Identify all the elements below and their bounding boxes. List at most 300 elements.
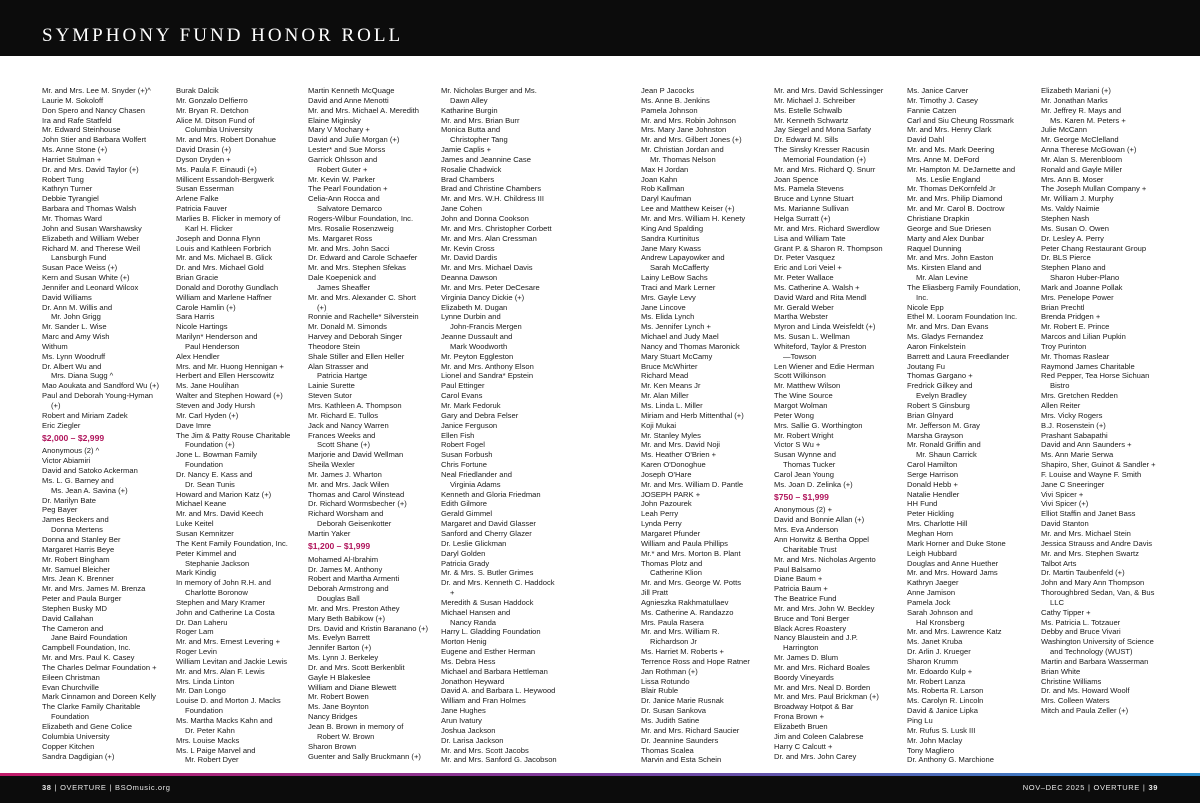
donor-name: Elaine Miginsky	[308, 115, 361, 125]
donor-name: Ms. Susan O. Owen	[1041, 223, 1109, 233]
donor-name: Anna Therese McGowan (+)	[1041, 145, 1137, 155]
donor-name: David and Ann Saunders +	[1041, 440, 1132, 450]
donor-name: Sandra Kurtinitus	[641, 233, 700, 243]
donor-name-continuation: Richardson Jr	[650, 637, 697, 647]
donor-name: Brad Chambers	[441, 174, 495, 184]
donor-name: Martha Webster	[774, 312, 828, 322]
donor-name: Harvey and Deborah Singer	[308, 332, 403, 342]
donor-name: Nancy Bridges	[308, 712, 358, 722]
donor-name: The Kent Family Foundation, Inc.	[176, 538, 288, 548]
donor-name: Ms. Lynn Woodruff	[42, 351, 106, 361]
donor-name: Nancy Blaustein and J.P.	[774, 633, 858, 643]
donor-name: Washington University of Science	[1041, 637, 1154, 647]
donor-name: Eugene and Esther Herman	[441, 647, 536, 657]
donor-name: Joshua Jackson	[441, 725, 496, 735]
donor-name: Dr. Larisa Jackson	[441, 735, 504, 745]
donor-name: Luke Keitel	[176, 519, 214, 529]
donor-name: Mrs. Colleen Waters	[1041, 696, 1110, 706]
donor-name: Nicole Hartings	[176, 322, 228, 332]
donor-name: Mr. David Dardis	[441, 253, 498, 263]
donor-name: Julie McCann	[1041, 125, 1088, 135]
donor-name: Ms. Harriet M. Roberts +	[641, 647, 724, 657]
donor-name: Jan Rothman (+)	[641, 666, 698, 676]
donor-name-continuation: Mrs. Diana Sugg ^	[51, 371, 114, 381]
donor-name: Ms. Margaret Ross	[308, 233, 373, 243]
donor-name-continuation: Bistro	[1050, 381, 1070, 391]
donor-name: Robert Tung	[42, 174, 84, 184]
donor-name-continuation: Ms. Leslie England	[916, 174, 981, 184]
donor-name: Dr. and Mrs. Kenneth C. Haddock	[441, 578, 555, 588]
donor-name: Richard Mead	[641, 371, 689, 381]
donor-name: HH Fund	[907, 499, 938, 509]
donor-name: Mr. Kenneth Schwartz	[774, 115, 849, 125]
donor-name: David Callahan	[42, 613, 94, 623]
donor-name: Dr. Janice Marie Rusnak	[641, 696, 724, 706]
donor-name: Mr. and Ms. Mark Deering	[907, 145, 995, 155]
donor-name: Mrs. Eva Anderson	[774, 525, 839, 535]
donor-name: Carol Jean Young	[774, 469, 834, 479]
donor-name: William and Diane Blewett	[308, 682, 397, 692]
donor-name: Mr. and Mrs. Gilbert Jones (+)	[641, 135, 742, 145]
donor-name: Richard Worsham and	[308, 509, 384, 519]
donor-name: Susan Esserman	[176, 184, 234, 194]
donor-name: Ann Horwitz & Bertha Oppel	[774, 534, 869, 544]
donor-name: Ms. L. G. Barney and	[42, 475, 114, 485]
donor-name: Kenneth and Gloria Friedman	[441, 489, 541, 499]
donor-name: Marlies B. Flicker in memory of	[176, 213, 281, 223]
donor-name: Ms. Paula F. Einaudi (+)	[176, 164, 257, 174]
donor-name: Dr. Leslie Glickman	[441, 538, 507, 548]
donor-name: Ronnie and Rachelle* Silverstein	[308, 312, 419, 322]
donor-name: David and Satoko Ackerman	[42, 466, 138, 476]
donor-name: B.J. Rosenstein (+)	[1041, 420, 1106, 430]
donor-name: Ethel M. Looram Foundation Inc.	[907, 312, 1018, 322]
donor-name: Mr. and Mrs. Michael Stein	[1041, 528, 1131, 538]
donor-name: Michael and Barbara Hettleman	[441, 666, 548, 676]
donor-name: Helga Surratt (+)	[774, 213, 831, 223]
footer-left: 38 | OVERTURE | BSOmusic.org	[42, 783, 171, 792]
donor-name: The Sinsky Kresser Racusin	[774, 145, 870, 155]
donor-name: Mr. Michael J. Schreiber	[774, 95, 856, 105]
donor-name: Brian Gracie	[176, 273, 219, 283]
donor-name: William and Marlene Haffner	[176, 292, 272, 302]
donor-name: Marsha Grayson	[907, 430, 964, 440]
donor-name: Mr. Jefferson M. Gray	[907, 420, 980, 430]
donor-name: Leigh Hubbard	[907, 548, 957, 558]
donor-name: Mr. and Mrs. George W. Potts	[641, 578, 742, 588]
donor-name-continuation: Inc.	[916, 292, 929, 302]
donor-name: Lee and Matthew Keiser (+)	[641, 204, 735, 214]
donor-name: Whiteford, Taylor & Preston	[774, 341, 867, 351]
footer-accent-stripe	[0, 773, 1200, 776]
donor-name-continuation: Foundation	[185, 460, 223, 470]
donor-name-continuation: Robert Guter +	[317, 164, 368, 174]
donor-name: Ms. Jane Houlihan	[176, 381, 239, 391]
donor-name: Withum	[42, 341, 68, 351]
donor-name: Margot Wolman	[774, 401, 828, 410]
donor-name: Mr. George McClelland	[1041, 135, 1119, 145]
donor-name: Brenda Pridgen +	[1041, 312, 1101, 322]
donor-name: Mr. Christian Jordan and	[641, 145, 724, 155]
donor-name: Stephen Busky MD	[42, 603, 107, 613]
donor-name: Lissa Rotundo	[641, 676, 690, 686]
donor-name: David Stanton	[1041, 519, 1089, 529]
donor-name: Ms. Marianne Sullivan	[774, 204, 849, 214]
donor-name: Ms. Heather O'Brien +	[641, 450, 717, 460]
donor-name: Ms. Martha Macks Kahn and	[176, 716, 273, 725]
donor-name: King And Spalding	[641, 223, 704, 233]
donor-name: Mr. Alan S. Merenbloom	[1041, 154, 1123, 164]
donor-name: Raymond James Charitable	[1041, 361, 1135, 371]
donor-name: Dr. and Mrs. David Taylor (+)	[42, 164, 139, 174]
donor-name: Dr. and Mrs. John Carey	[774, 751, 857, 761]
donor-name: Copper Kitchen	[42, 741, 95, 751]
donor-name: Jone L. Bowman Family	[176, 450, 258, 460]
donor-name: Barbara and Thomas Walsh	[42, 204, 137, 214]
donor-name: Mrs. Gayle Levy	[641, 292, 696, 302]
donor-name: Troy Purinton	[1041, 341, 1087, 351]
donor-name: Dr. Edward M. Sills	[774, 135, 839, 145]
donor-name: Jim and Coleen Calabrese	[774, 731, 864, 741]
donor-name: Serge Harrison	[907, 469, 959, 479]
donor-name: Ms. Carolyn R. Lincoln	[907, 696, 984, 706]
donor-name: Pamela Jock	[907, 597, 951, 607]
giving-level-heading: $750 – $1,999	[774, 492, 829, 502]
donor-name: Mr. James J. Wharton	[308, 469, 382, 479]
donor-name: Mrs. Sallie G. Worthington	[774, 420, 863, 430]
donor-name: The Clarke Family Charitable	[42, 702, 141, 712]
donor-name: Douglas and Anne Huether	[907, 558, 999, 568]
donor-name: Mr. Peyton Eggleston	[441, 351, 514, 361]
donor-name: Mrs. Kathleen A. Thompson	[308, 401, 402, 410]
donor-name: Jeanne Dussault and	[441, 332, 513, 342]
donor-name: Mr. and Mrs. William D. Pantle	[641, 479, 744, 489]
donor-name: Alex Hendler	[176, 351, 220, 361]
donor-name: Margaret Pfunder	[641, 528, 701, 538]
donor-name: Mark Horner and Duke Stone	[907, 538, 1006, 548]
donor-name: Meredith & Susan Haddock	[441, 597, 534, 607]
giving-level-heading: $1,200 – $1,999	[308, 541, 371, 551]
donor-name: Debby and Bruce Vivari	[1041, 627, 1121, 637]
donor-name: George and Sue Driesen	[907, 223, 992, 233]
donor-name: Mr. Ken Means Jr	[641, 381, 701, 391]
donor-name: Robert S Ginsburg	[907, 401, 970, 410]
donor-name: Mr. and Mrs. Dan Evans	[907, 322, 989, 332]
donor-name: Raquel Dunning	[907, 243, 962, 253]
donor-name: Mr. Bryan R. Detchon	[176, 105, 249, 115]
donor-name: Joan Spence	[774, 174, 819, 184]
donor-column-1	[42, 86, 170, 761]
donor-name: Arun Ivatury	[441, 716, 482, 725]
donor-name: Meghan Horn	[907, 528, 954, 538]
donor-name: Mrs. Anne M. DeFord	[907, 154, 980, 164]
donor-name: Mr. Edward Steinhouse	[42, 125, 121, 135]
donor-name: Allen Reiter	[1041, 401, 1081, 410]
donor-name: Robert and Martha Armenti	[308, 574, 400, 584]
donor-name: Dr. BLS Pierce	[1041, 253, 1091, 263]
donor-name: Thomas Scalea	[641, 745, 694, 755]
donor-name: Sharon Krumm	[907, 656, 959, 666]
donor-name: Max H Jordan	[641, 164, 689, 174]
donor-name: Dr. Dan Laheru	[176, 617, 228, 627]
donor-name: Fannie Catzen	[907, 105, 957, 115]
donor-name: Dr. Jeannine Saunders	[641, 735, 719, 745]
donor-name: William Levitan and Jackie Lewis	[176, 656, 287, 666]
donor-name-continuation: Ms. Karen M. Peters +	[1050, 115, 1126, 125]
donor-name: Mary Beth Babikow (+)	[308, 613, 386, 623]
donor-name: Howard and Marion Katz (+)	[176, 489, 272, 499]
donor-name: Eric and Lori Veiel +	[774, 263, 842, 273]
donor-name-continuation: Dawn Alley	[450, 95, 488, 105]
donor-name: Virginia Dancy Dickie (+)	[441, 292, 525, 302]
donor-name: Mr. and Mrs. John Easton	[907, 253, 994, 263]
donor-name: Jennifer Barton (+)	[308, 643, 372, 653]
donor-name: David and Anne Menotti	[308, 95, 389, 105]
donor-name: Talbot Arts	[1041, 558, 1077, 568]
donor-name-continuation: (+)	[317, 302, 327, 312]
donor-name: Mr. Thomas Ward	[42, 213, 102, 223]
donor-name-continuation: Evelyn Bradley	[916, 391, 967, 401]
donor-name: Dr. Nancy E. Kass and	[176, 469, 253, 479]
donor-name: Tony Magliero	[907, 745, 955, 755]
donor-name: Mr. and Mr. Carol B. Doctrow	[907, 204, 1005, 214]
donor-name: Stephen and Mary Kramer	[176, 597, 266, 607]
donor-name: Dyson Dryden +	[176, 154, 231, 164]
donor-name: Anne Jamison	[907, 588, 956, 598]
donor-name: Black Acres Roastery	[774, 623, 847, 633]
donor-name: Susan Wynne and	[774, 450, 836, 460]
donor-name-continuation: Sharon Huber-Plano	[1050, 273, 1120, 283]
donor-name: Louis and Kathleen Forbrich	[176, 243, 271, 253]
donor-name-continuation: Mr. Robert Dyer	[185, 755, 239, 765]
donor-name-continuation: Foundation	[185, 706, 223, 716]
donor-name: Bruce McWhirter	[641, 361, 698, 371]
donor-name: Mr. Timothy J. Casey	[907, 95, 978, 105]
donor-name-continuation: Nancy Randa	[450, 617, 497, 627]
donor-name: Mr. and Mrs. Robin Johnson	[641, 115, 736, 125]
donor-name: Thoroughbred Sedan, Van, & Bus	[1041, 588, 1155, 598]
donor-name-continuation: Harrington	[783, 643, 819, 653]
donor-name: Jane Lincove	[641, 302, 686, 312]
donor-name: Jessica Strauss and Andre Davis	[1041, 538, 1153, 548]
donor-name: Mr. James D. Blum	[774, 653, 839, 663]
donor-name: James Beckers and	[42, 515, 109, 525]
donor-name: Nancy and Thomas Maronick	[641, 341, 740, 351]
donor-name: Patricia Grady	[441, 558, 490, 568]
donor-name: Mr. and Mrs. Michael Davis	[441, 263, 533, 273]
donor-name: Dr. Susan Sankova	[641, 706, 707, 716]
donor-name: Shale Stiller and Ellen Heller	[308, 351, 405, 361]
donor-name: Jean B. Brown in memory of	[308, 722, 404, 731]
donor-name: Mrs. Jean K. Brenner	[42, 574, 114, 584]
donor-name: Ms. Pamela Stevens	[774, 184, 844, 194]
donor-name: Brian Glnyard	[907, 410, 954, 420]
donor-name: Frona Brown +	[774, 712, 825, 722]
donor-name: Ms. Anne B. Jenkins	[641, 95, 710, 105]
donor-name: Mr. and Mrs. Howard Jams	[907, 568, 998, 578]
header-bar	[0, 0, 1200, 56]
donor-name: Deborah Armstrong and	[308, 584, 389, 594]
donor-name: Ms. Valdy Naimie	[1041, 204, 1100, 214]
donor-name-continuation: Thomas Tucker	[783, 460, 836, 470]
donor-name: Kern and Susan White (+)	[42, 273, 130, 283]
donor-name: Koji Mukai	[641, 420, 677, 430]
donor-name-continuation: Catherine Klion	[650, 568, 702, 578]
donor-name: Rob Kallman	[641, 184, 685, 194]
donor-name: Mr. and Mrs. Stephen Swartz	[1041, 548, 1139, 558]
donor-name: Mark Kindig	[176, 568, 217, 578]
donor-name: Ms. Catherine A. Randazzo	[641, 607, 734, 617]
donor-name: Patricia Baum +	[774, 584, 828, 594]
donor-name: The Pearl Foundation +	[308, 184, 388, 194]
donor-name: Mr. Sander L. Wise	[42, 322, 107, 332]
donor-name: Deanna Dawson	[441, 273, 498, 283]
donor-name: Mr. Carl Hyden (+)	[176, 410, 239, 420]
donor-name-continuation: Donna Mertens	[51, 525, 103, 535]
donor-name: Mr. and Mrs. Brian Burr	[441, 115, 520, 125]
donor-name: Stephen Nash	[1041, 213, 1090, 223]
donor-name-continuation: Foundation (+)	[185, 440, 235, 450]
donor-name: The Eliasberg Family Foundation,	[907, 282, 1021, 292]
donor-name: David Ward and Rita Mendl	[774, 292, 867, 302]
donor-name: David Dahl	[907, 135, 945, 145]
donor-name: Sarah Johnson and	[907, 607, 973, 617]
donor-name: Mr. and Mrs. Preston Athey	[308, 603, 400, 613]
donor-name: Mr. Hampton M. DeJarnette and	[907, 164, 1016, 174]
footer-bar	[0, 773, 1200, 803]
donor-name: Mr. Robert Bingham	[42, 554, 110, 564]
donor-name: Walter and Stephen Howard (+)	[176, 391, 283, 401]
donor-name: Mr. Edoardo Kulp +	[907, 666, 973, 676]
donor-name: Mr. and Mrs. Michael A. Meredith	[308, 105, 419, 115]
donor-name: Ellen Fish	[441, 430, 475, 440]
donor-name: Arlene Falke	[176, 194, 219, 204]
donor-name: Louise D. and Morton J. Macks	[176, 696, 281, 706]
donor-name: Patricia Fauver	[176, 204, 228, 214]
donor-name: Brian Prechtl	[1041, 302, 1085, 312]
donor-name: Mary Stuart McCamy	[641, 351, 713, 361]
donor-name: Janice Ferguson	[441, 420, 498, 430]
donor-name: Thomas Gargano +	[907, 371, 973, 381]
donor-name: Dr. and Mrs. Michael Gold	[176, 263, 264, 273]
donor-name: David A. and Barbara L. Heywood	[441, 686, 556, 696]
left-magazine-name: OVERTURE	[60, 783, 107, 792]
donor-name: Mr. Gonzalo Delfierro	[176, 95, 248, 105]
donor-name-continuation: Ms. Jean A. Savina (+)	[51, 485, 128, 495]
donor-name: Shapiro, Sher, Guinot & Sandler +	[1041, 460, 1156, 470]
donor-name: Ms. Roberta R. Larson	[907, 686, 984, 696]
donor-name: Drs. David and Kristin Baranano (+)	[308, 623, 429, 633]
donor-name: Lynne Durbin and	[441, 312, 501, 322]
donor-name: David and Bonnie Allan (+)	[774, 515, 865, 525]
left-page-number: 38	[42, 783, 52, 792]
donor-name: Katharine Burgin	[441, 105, 498, 115]
donor-name: Margaret Harris Beye	[42, 544, 115, 554]
donor-name: Christiane Drapkin	[907, 213, 970, 223]
donor-name-continuation: Karl H. Flicker	[185, 223, 233, 233]
donor-name-continuation: Deborah Geisenkotter	[317, 519, 392, 529]
donor-name: Dr. Marilyn Bate	[42, 495, 97, 505]
donor-name-continuation: Salvatore Demarco	[317, 204, 382, 214]
donor-name: Ms. Jennifer Lynch +	[641, 322, 711, 332]
donor-name: Aaron Finkelstein	[907, 341, 966, 351]
donor-name: Barrett and Laura Freedlander	[907, 351, 1010, 361]
donor-name: Mrs. Louise Macks	[176, 735, 240, 745]
donor-name: Carl and Siu Cheung Rossmark	[907, 115, 1014, 125]
donor-name: Mrs. Charlotte Hill	[907, 519, 968, 529]
donor-name-continuation: and Technology (WUST)	[1050, 647, 1133, 657]
donor-name: Joseph O'Hare	[641, 469, 692, 479]
donor-name: Vivi Spicer (+)	[1041, 499, 1089, 509]
donor-name: Peg Bayer	[42, 505, 78, 515]
donor-name: Mr. Stanley Myles	[641, 430, 701, 440]
donor-name: Mr. and Mrs. James M. Brenza	[42, 584, 146, 594]
donor-name: Mr. and Mrs. Lawrence Katz	[907, 627, 1002, 637]
donor-name: Ms. Evelyn Barrett	[308, 633, 371, 643]
donor-name: Ms. Debra Hess	[441, 656, 496, 666]
donor-name: Mrs. Linda Linton	[176, 676, 235, 686]
donor-name: Mr. Dan Longo	[176, 686, 226, 696]
donor-column-8	[1041, 86, 1169, 716]
donor-name: Mr. and Mrs. Richard Q. Snurr	[774, 164, 876, 174]
donor-name: Theodore Stein	[308, 341, 360, 351]
donor-name-continuation: Mr. Thomas Nelson	[650, 154, 716, 164]
donor-name: Lainy LeBow Sachs	[641, 273, 708, 283]
donor-name-continuation: Stephanie Jackson	[185, 558, 250, 568]
donor-name: Ping Lu	[907, 716, 933, 725]
donor-name: Mr. Thomas Raslear	[1041, 351, 1110, 361]
donor-name-continuation: John-Francis Mergen	[450, 322, 522, 332]
donor-name: Mr. and Mrs. David Schlessinger	[774, 86, 884, 95]
giving-level-heading: $2,000 – $2,999	[42, 433, 105, 443]
donor-name: Bruce and Lynne Stuart	[774, 194, 854, 204]
donor-name: Dr. Edward and Carole Schaefer	[308, 253, 418, 263]
donor-name: Dr. Lesley A. Perry	[1041, 233, 1104, 243]
donor-name: Joan Kahn	[641, 174, 678, 184]
donor-name: Ms. Linda L. Miller	[641, 401, 703, 410]
donor-name: Celia-Ann Rocca and	[308, 194, 380, 204]
donor-name: The Joseph Mullan Company +	[1041, 184, 1147, 194]
donor-name: Miriam and Herb Mittenthal (+)	[641, 410, 744, 420]
donor-name: Donald Hebb +	[907, 479, 958, 489]
donor-name: Laurie M. Sokoloff	[42, 95, 104, 105]
donor-name: Mr. Robert E. Prince	[1041, 322, 1110, 332]
donor-name: Richard M. and Therese Weil	[42, 243, 141, 253]
donor-name: Victor Abiamiri	[42, 456, 91, 466]
donor-name: Ira and Rafe Statfeld	[42, 115, 112, 125]
donor-name: Mr. and Mrs. Sanford G. Jacobson	[441, 755, 557, 765]
donor-name: Mr. Thomas DeKornfeld Jr	[907, 184, 996, 194]
donor-name: Jane C Sneeringer	[1041, 479, 1105, 489]
donor-name: Mr. and Mrs. Stephen Sfekas	[308, 263, 406, 273]
donor-name: Ms. Jane Boynton	[308, 702, 369, 712]
donor-name: Kathryn Jaeger	[907, 578, 959, 588]
donor-column-6	[774, 86, 902, 761]
donor-name: Roger Lam	[176, 627, 214, 637]
donor-name-continuation: Columbia University	[185, 125, 253, 135]
donor-name: Ms. Gladys Fernandez	[907, 332, 984, 342]
donor-name: Ms. Ann Marie Serwa	[1041, 450, 1114, 460]
donor-name: John Pazourek	[641, 499, 692, 509]
donor-name: Morton Henig	[441, 637, 487, 647]
donor-name: Eileen Christman	[42, 672, 100, 682]
donor-name: Jennifer and Leonard Wilcox	[42, 282, 139, 292]
donor-column-2	[176, 86, 304, 765]
donor-name: Marty and Alex Dunbar	[907, 233, 985, 243]
donor-name: Mr. Richard E. Tullos	[308, 410, 379, 420]
donor-name: Traci and Mark Lerner	[641, 282, 716, 292]
donor-name: Mr. and Mrs. William H. Kenety	[641, 213, 746, 223]
